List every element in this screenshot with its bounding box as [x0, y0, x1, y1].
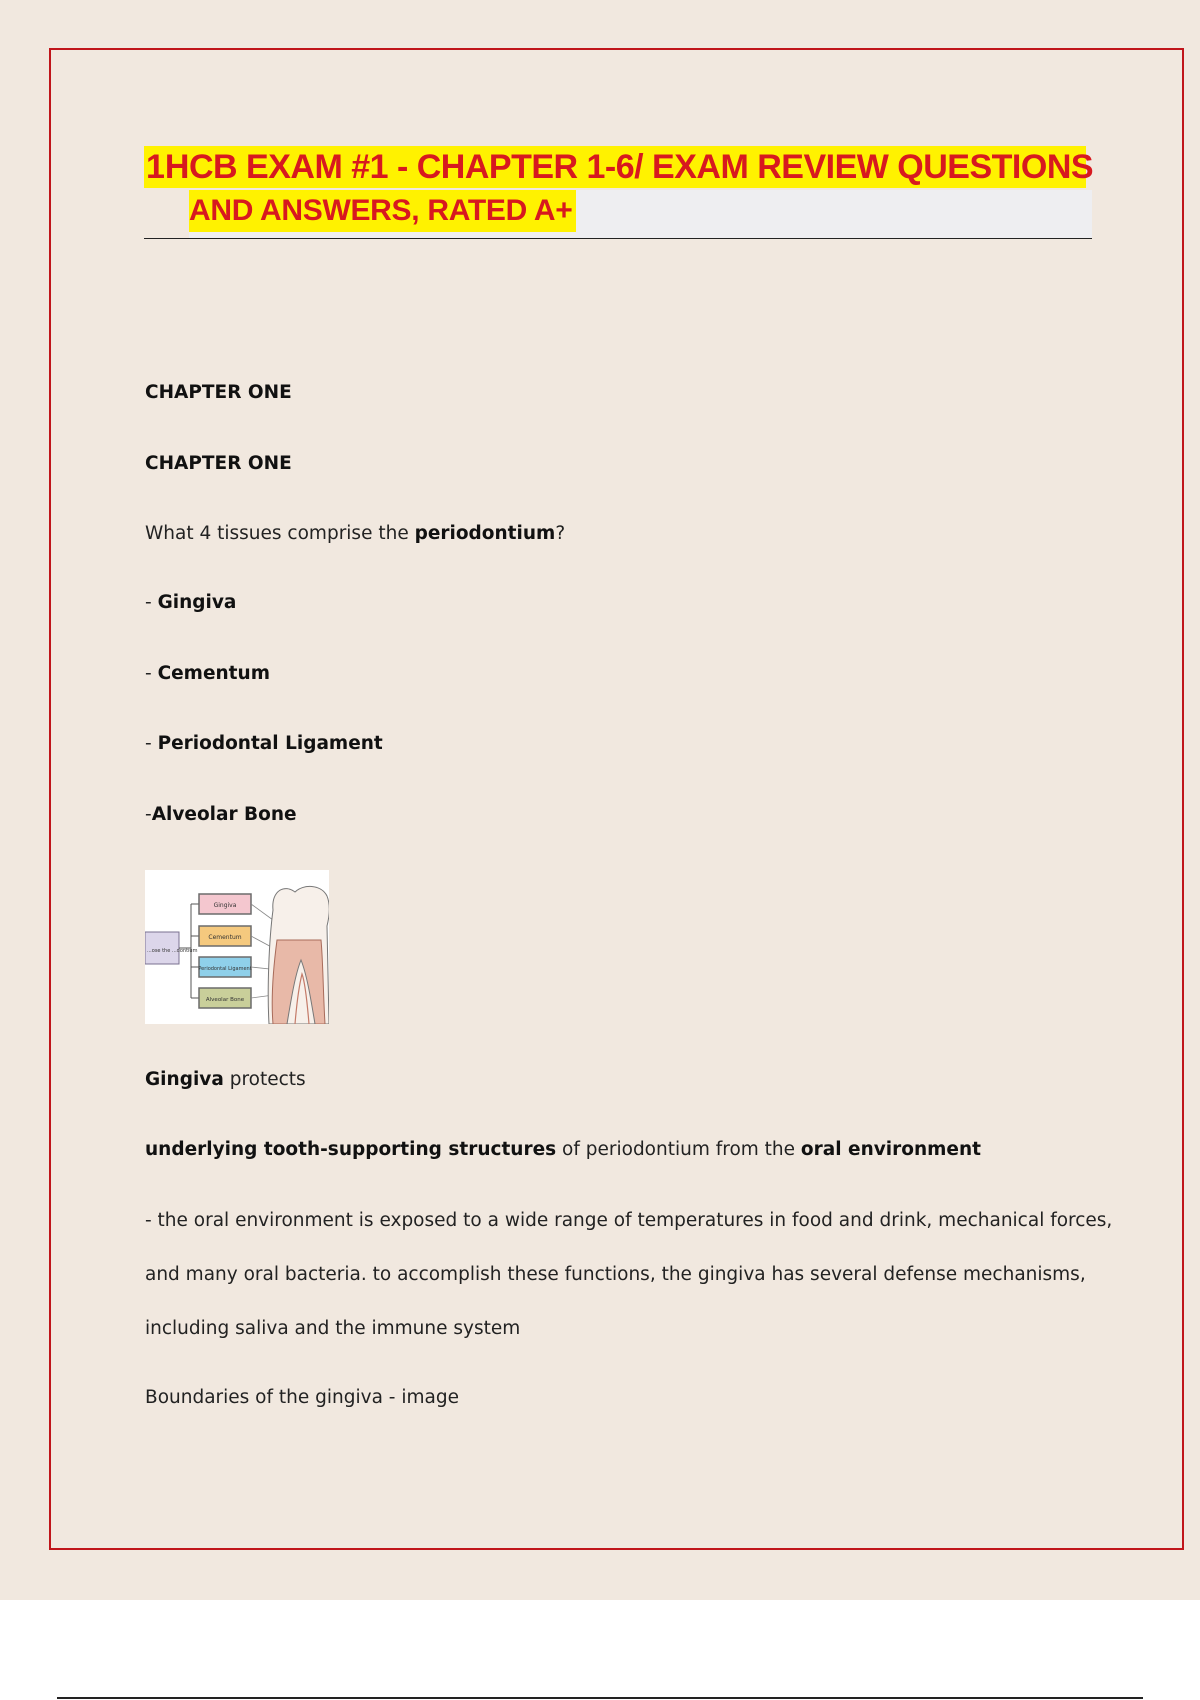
paragraph-line: - the oral environment is exposed to a wide range of temperatures in food and drink, mechanical forces,: [145, 1210, 1113, 1231]
periodontium-diagram-svg: [145, 870, 329, 1024]
diagram-root-label: ...ose the ...dontium: [147, 948, 198, 954]
heading-line1: [144, 146, 1094, 188]
diagram-box-label: Cementum: [208, 934, 242, 941]
gingiva-protects-rest: protects: [223, 1069, 306, 1090]
detail-part2: of periodontium from the: [556, 1139, 801, 1160]
paragraph-line: and many oral bacteria. to accomplish these functions, the gingiva has several defense mechanisms,: [145, 1264, 1086, 1285]
diagram-box-label: Alveolar Bone: [205, 997, 245, 1003]
heading-number: 1: [146, 147, 165, 186]
document-heading: [144, 146, 1092, 239]
answer-text: Alveolar Bone: [151, 804, 297, 825]
answer-text: Periodontal Ligament: [157, 733, 383, 754]
answer-item: [145, 732, 383, 756]
paragraph-line: including saliva and the immune system: [145, 1318, 521, 1339]
periodontium-diagram: [145, 870, 329, 1024]
answer-text: Gingiva: [157, 592, 237, 613]
answer-dash: -: [145, 592, 158, 613]
answer-item: [145, 803, 297, 827]
question-prefix: What 4 tissues comprise the: [145, 523, 415, 544]
tooth-illustration: [268, 886, 329, 1024]
answer-item: [145, 662, 270, 686]
chapter-label: CHAPTER ONE: [145, 382, 292, 403]
question-suffix: ?: [555, 523, 566, 544]
detail-part1: underlying tooth-supporting structures: [145, 1139, 557, 1160]
question-term: periodontium: [414, 523, 556, 544]
question-text: [145, 522, 565, 546]
answer-item: [145, 591, 236, 615]
answer-dash: -: [145, 804, 152, 825]
bottom-rule: [57, 1697, 1143, 1699]
detail-part3: oral environment: [800, 1139, 981, 1160]
boundaries-line: Boundaries of the gingiva - image: [145, 1387, 459, 1408]
diagram-box-label: Gingiva: [213, 902, 237, 909]
gingiva-protects-line: [145, 1068, 306, 1092]
answer-dash: -: [145, 733, 158, 754]
answer-text: Cementum: [157, 663, 270, 684]
chapter-label: CHAPTER ONE: [145, 453, 292, 474]
diagram-box-label: Periodontal Ligament: [198, 966, 252, 972]
answer-dash: -: [145, 663, 158, 684]
protects-detail-line: [145, 1138, 981, 1162]
heading-subtitle: AND ANSWERS, RATED A+: [189, 190, 576, 232]
gingiva-term: Gingiva: [145, 1069, 224, 1090]
heading-title: HCB EXAM #1 - CHAPTER 1-6/ EXAM REVIEW QUESTIONS: [164, 147, 1094, 186]
